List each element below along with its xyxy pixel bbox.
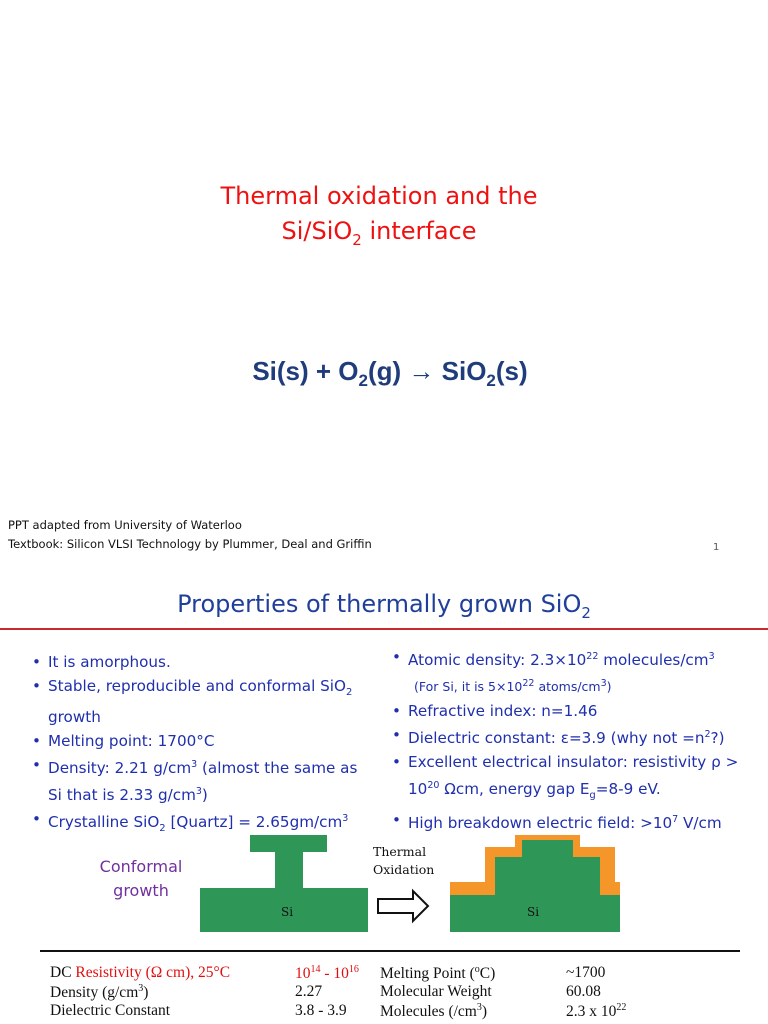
- thermal-oxidation-label: Thermal Oxidation: [373, 844, 435, 877]
- left-bullet-list: [30, 650, 360, 841]
- title-divider: [0, 628, 768, 630]
- bullet-dielectric-constant: • Dielectric constant: ε=3.9 (why not $=n^2$?): [390, 723, 760, 750]
- resistivity-label: DC Resistivity (Ω cm), 25°C: [50, 964, 231, 981]
- slide1-title-line1: Thermal oxidation and the: [220, 182, 538, 210]
- table-row: [40, 964, 740, 983]
- bullet-atomic-density: • Atomic density: $2.3\times 10^{22}$ molecules/$cm^3$: [390, 645, 760, 672]
- slide2-title: Properties of thermally grown SiO$_2$: [177, 590, 591, 622]
- bullet-density: • Density: 2.21 $g/cm^3$ (almost the same as Si that is 2.33 $g/cm^3$): [30, 753, 360, 807]
- melting-point-value: ~1700: [566, 964, 606, 981]
- credit-textbook: Textbook: Silicon VLSI Technology by Plummer, Deal and Griffin: [8, 537, 372, 551]
- bullet-melting-point: • Melting point: 1700°C: [30, 729, 360, 753]
- properties-table: [40, 950, 740, 1021]
- process-arrow: [378, 891, 428, 921]
- oxidation-equation: $Si(s) + O_2(g) \to SiO_2(s)$: [252, 356, 528, 391]
- density-value: 2.27: [295, 983, 323, 1000]
- bullet-breakdown-field: • High breakdown electric field: $>10^7$ V/cm: [390, 808, 760, 835]
- right-bullet-list: [390, 645, 760, 835]
- molecules-value: 2.3 x $10^{22}$: [566, 1002, 627, 1021]
- molecular-weight-label: Molecular Weight: [380, 983, 492, 1000]
- slide1-title-line2: Si/SiO$_2$ interface: [281, 217, 477, 249]
- table-row: [40, 983, 740, 1002]
- resistivity-value: $10^{14} - 10^{16}$: [295, 964, 359, 983]
- conformal-growth-label: Conformal growth: [99, 857, 183, 900]
- bullet-conformal: • Stable, reproducible and conformal SiO$_2$ growth: [30, 674, 360, 729]
- bullet-insulator: • Excellent electrical insulator: resistivity $\rho > 10^{20}$ Ωcm, energy gap $E_g=8-9$ eV.: [390, 750, 760, 808]
- bullet-refractive-index: • Refractive index: n=1.46: [390, 699, 760, 723]
- si-label-before: Si: [281, 905, 294, 919]
- table-row: [40, 1002, 740, 1021]
- dielectric-constant-label: Dielectric Constant: [50, 1002, 171, 1019]
- note-si-density: (For Si, it is $5\times 10^{22}$ atoms/$cm^3$): [414, 678, 612, 695]
- density-label: Density $(g/cm^3)$: [50, 983, 149, 1002]
- dielectric-constant-value: 3.8 - 3.9: [295, 1002, 347, 1019]
- si-label-after: Si: [527, 905, 540, 919]
- page-number: 1: [713, 542, 720, 553]
- bullet-crystalline: • Crystalline SiO$_2$ [Quartz] = $2.65gm/cm^3$: [30, 807, 360, 841]
- molecules-label: Molecules $(/cm^3)$: [380, 1002, 488, 1021]
- bullet-amorphous: • It is amorphous.: [30, 650, 360, 674]
- credit-source: PPT adapted from University of Waterloo: [8, 518, 242, 532]
- molecular-weight-value: 60.08: [566, 983, 601, 1000]
- melting-point-label: Melting Point ($^o$C): [380, 964, 496, 983]
